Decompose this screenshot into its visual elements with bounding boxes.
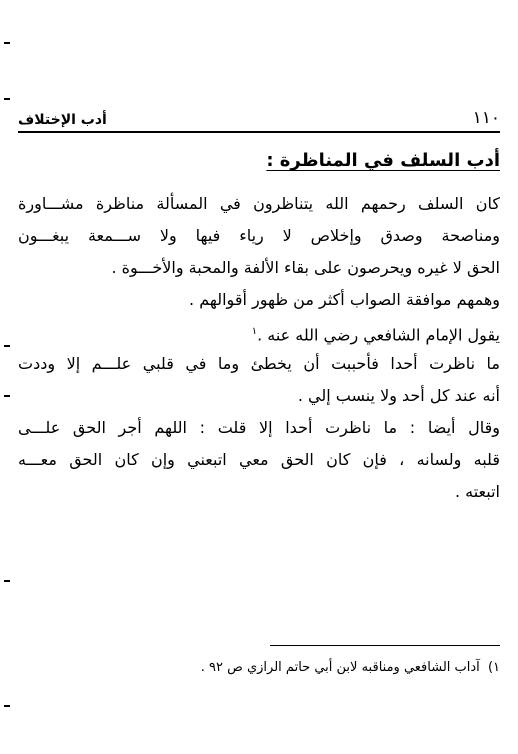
scan-margin-mark — [4, 42, 10, 44]
scan-margin-mark — [4, 580, 10, 582]
footnote-marker: ١) — [487, 660, 500, 675]
body-line: أنه عند كل أحد ولا ينسب إلي . — [297, 386, 500, 405]
footnote-text: آداب الشافعي ومناقبه لابن أبي حاتم الرازي ص ٩٢ . — [200, 660, 480, 675]
scan-margin-mark — [4, 705, 10, 707]
page-body — [18, 150, 500, 508]
body-line-text: يقول الإمام الشافعي رضي الله عنه . — [257, 325, 500, 345]
footnote-reference: ١ — [251, 326, 258, 337]
running-title: أدب الإختلاف — [18, 112, 107, 128]
page-number: ١١٠ — [472, 108, 500, 128]
scan-margin-mark — [4, 98, 10, 100]
header-rule — [18, 131, 500, 133]
body-line: الحق لا غيره ويحرصون على بقاء الألفة والمحبة والأخـــوة . — [111, 258, 500, 277]
page-header — [18, 104, 500, 128]
scan-margin-mark — [4, 395, 10, 397]
body-line: ومناصحة وصدق وإخلاص لا رياء فيها ولا ســـمعة يبغـــون — [18, 226, 500, 245]
body-line: قلبه ولسانه ، فإن كان الحق معي اتبعني وإن كان الحق معـــه — [18, 450, 500, 469]
footnote-separator — [270, 645, 500, 646]
section-heading: أدب السلف في المناظرة : — [266, 150, 500, 171]
body-line: كان السلف رحمهم الله يتناظرون في المسألة مناظرة مشـــاورة — [18, 194, 500, 213]
body-line: وقال أيضا : ما ناظرت أحدا إلا قلت : اللهم أجر الحق علـــى — [18, 418, 500, 437]
body-line: ما ناظرت أحدا فأحببت أن يخطئ وما في قلبي علـــم إلا وددت — [18, 354, 500, 373]
scan-margin-mark — [4, 345, 10, 347]
body-line: وهمهم موافقة الصواب أكثر من ظهور أقوالهم . — [189, 290, 500, 309]
body-line: اتبعته . — [454, 482, 500, 501]
footnote — [18, 660, 500, 675]
body-line-with-ref — [18, 316, 500, 348]
